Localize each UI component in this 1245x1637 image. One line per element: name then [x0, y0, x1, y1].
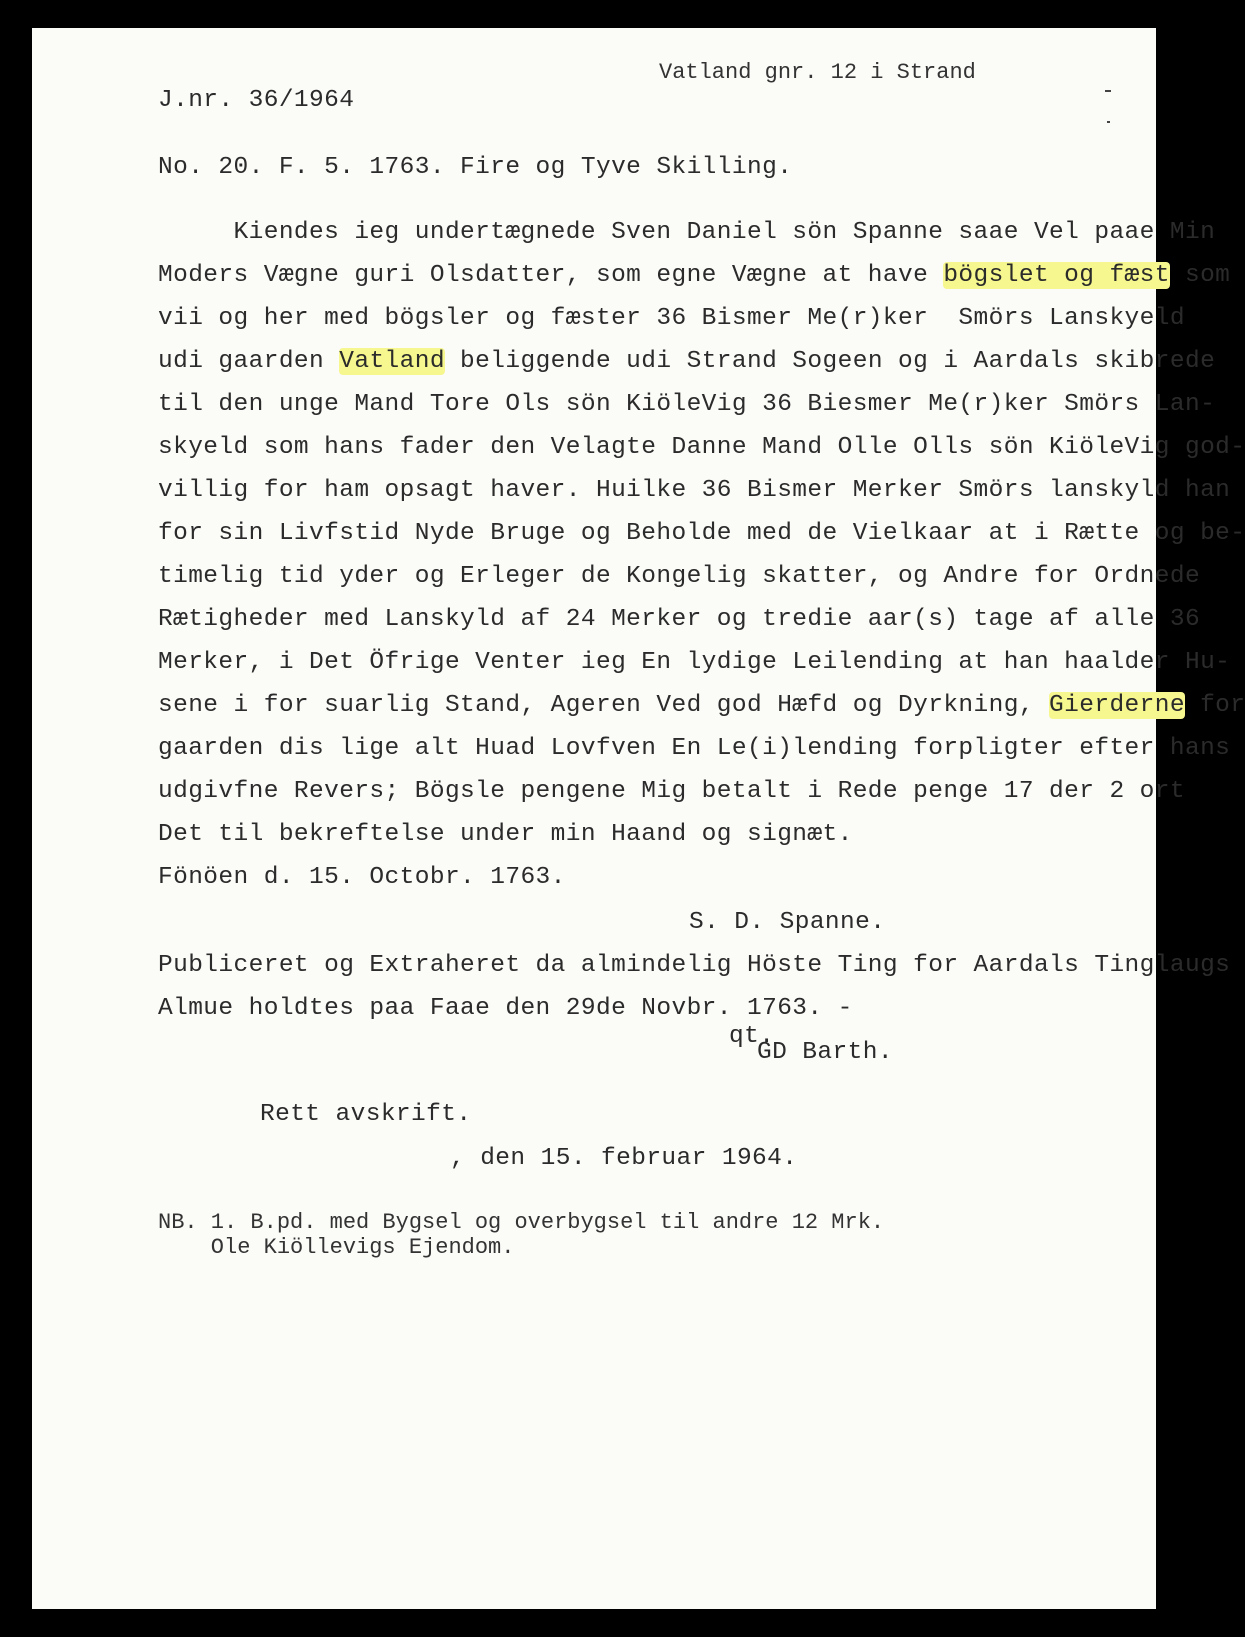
body-line: skyeld som hans fader den Velagte Danne Mand Olle Olls sön KiöleVig god- — [158, 434, 1245, 461]
highlighted-phrase: Gierderne — [1049, 692, 1185, 719]
document-page — [32, 28, 1245, 1609]
body-text: beliggende udi Strand Sogeen og i Aardals skibrede — [444, 348, 1216, 375]
body-line: Kiendes ieg undertægnede Sven Daniel sön Spanne saae Vel paae Min — [158, 219, 1216, 246]
edge-mark — [1107, 121, 1110, 123]
publication-signer: GD Barth. — [757, 1039, 893, 1066]
body-line: Fönöen d. 15. Octobr. 1763. — [158, 864, 566, 891]
body-line: Rætigheder med Lanskyld af 24 Merker og tredie aar(s) tage af alle 36 — [158, 606, 1201, 633]
body-text: Moders Vægne guri Olsdatter, som egne Vægne at have — [158, 262, 944, 289]
body-line: Merker, i Det Öfrige Venter ieg En lydige Leilending at han haalder Hu- — [158, 649, 1231, 676]
qt-mark: qt. — [729, 1023, 775, 1050]
body-text: for — [1184, 692, 1245, 719]
publication-line: Almue holdtes paa Faae den 29de Novbr. 1763. - — [158, 995, 853, 1022]
publication-line: Publiceret og Extraheret da almindelig Höste Ting for Aardals Tinglaugs — [158, 952, 1231, 979]
body-text: sene i for suarlig Stand, Ageren Ved god Hæfd og Dyrkning, — [158, 692, 1050, 719]
body-line: villig for ham opsagt haver. Huilke 36 Bismer Merker Smörs lanskyld han — [158, 477, 1231, 504]
edge-mark — [1105, 90, 1111, 92]
body-line — [158, 261, 1230, 291]
body-line: Det til bekreftelse under min Haand og signæt. — [158, 821, 853, 848]
body-line: gaarden dis lige alt Huad Lovfven En Le(i)lending forpligter efter hans — [158, 735, 1231, 762]
body-line — [158, 347, 1215, 377]
property-header: Vatland gnr. 12 i Strand — [659, 60, 976, 85]
document-title: No. 20. F. 5. 1763. Fire og Tyve Skilling. — [158, 154, 793, 181]
highlighted-phrase: bögslet og fæst — [943, 262, 1170, 289]
body-line: timelig tid yder og Erleger de Kongelig skatter, og Andre for Ordnede — [158, 563, 1201, 590]
journal-number: J.nr. 36/1964 — [158, 87, 355, 114]
footnote-line: Ole Kiöllevigs Ejendom. — [158, 1235, 515, 1260]
footnote-line: NB. 1. B.pd. med Bygsel og overbygsel til andre 12 Mrk. — [158, 1210, 885, 1235]
body-line — [158, 691, 1245, 721]
body-line: til den unge Mand Tore Ols sön KiöleVig 36 Biesmer Me(r)ker Smörs Lan- — [158, 391, 1216, 418]
copy-certification: Rett avskrift. — [260, 1101, 472, 1128]
body-line: vii og her med bögsler og fæster 36 Bismer Me(r)ker Smörs Lanskyeld — [158, 305, 1185, 332]
signature: S. D. Spanne. — [689, 909, 886, 936]
body-text: udi gaarden — [158, 348, 340, 375]
body-line: udgivfne Revers; Bögsle pengene Mig betalt i Rede penge 17 der 2 ort — [158, 778, 1185, 805]
body-text: som — [1169, 262, 1231, 289]
highlighted-place-name: Vatland — [339, 348, 445, 375]
body-line: for sin Livfstid Nyde Bruge og Beholde med de Vielkaar at i Rætte og be- — [158, 520, 1245, 547]
certification-date: , den 15. februar 1964. — [450, 1145, 798, 1172]
